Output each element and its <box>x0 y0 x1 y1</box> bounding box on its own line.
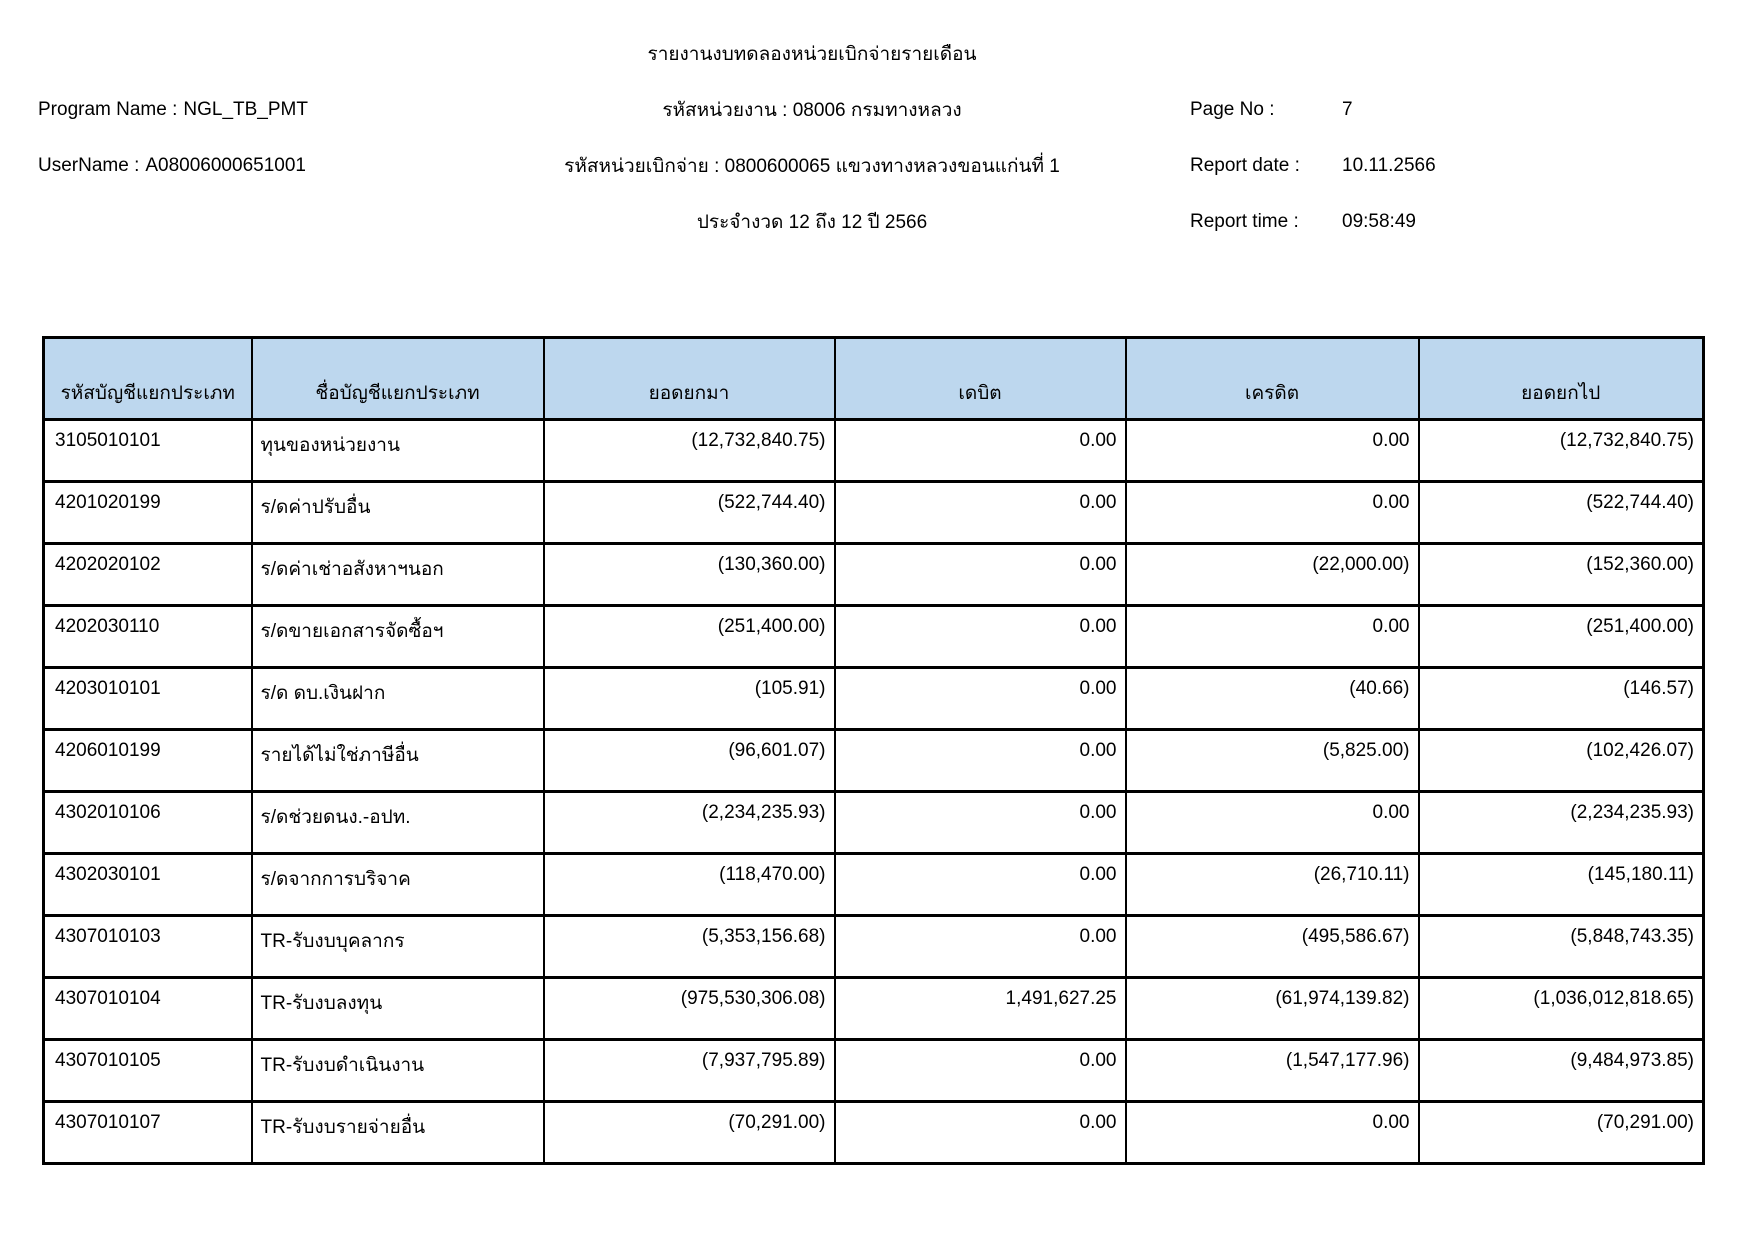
debit-cell: 0.00 <box>835 1040 1126 1102</box>
program-name-label: Program Name : <box>38 99 178 120</box>
account-code-cell: 4201020199 <box>44 482 252 544</box>
balance-forward-cell: (251,400.00) <box>544 606 835 668</box>
balance-forward-cell: (975,530,306.08) <box>544 978 835 1040</box>
report-time-field <box>1154 211 1754 233</box>
balance-carry-cell: (2,234,235.93) <box>1419 792 1704 854</box>
balance-forward-cell: (2,234,235.93) <box>544 792 835 854</box>
column-header-0: รหัสบัญชีแยกประเภท <box>44 338 252 420</box>
account-name-cell: ทุนของหน่วยงาน <box>252 420 544 482</box>
table-row <box>44 606 1704 668</box>
report-date-field <box>1154 155 1754 177</box>
account-code-cell: 4203010101 <box>44 668 252 730</box>
table-row <box>44 792 1704 854</box>
balance-carry-cell: (12,732,840.75) <box>1419 420 1704 482</box>
report-header <box>0 0 1754 250</box>
debit-cell: 0.00 <box>835 916 1126 978</box>
credit-cell: (1,547,177.96) <box>1126 1040 1419 1102</box>
report-title: รายงานงบทดลองหน่วยเบิกจ่ายรายเดือน <box>647 44 977 65</box>
account-code-cell: 4307010104 <box>44 978 252 1040</box>
debit-cell: 0.00 <box>835 730 1126 792</box>
account-code-cell: 4206010199 <box>44 730 252 792</box>
account-name-cell: ร/ดช่วยดนง.-อปท. <box>252 792 544 854</box>
account-code-cell: 4307010107 <box>44 1102 252 1164</box>
account-name-cell: ร/ดค่าเช่าอสังหาฯนอก <box>252 544 544 606</box>
period-line: ประจำงวด 12 ถึง 12 ปี 2566 <box>696 212 928 233</box>
account-name-cell: TR-รับงบบุคลากร <box>252 916 544 978</box>
report-time-value: 09:58:49 <box>1342 211 1416 232</box>
account-name-cell: TR-รับงบลงทุน <box>252 978 544 1040</box>
credit-cell: (5,825.00) <box>1126 730 1419 792</box>
balance-carry-cell: (102,426.07) <box>1419 730 1704 792</box>
balance-carry-cell: (522,744.40) <box>1419 482 1704 544</box>
balance-forward-cell: (7,937,795.89) <box>544 1040 835 1102</box>
balance-carry-cell: (152,360.00) <box>1419 544 1704 606</box>
debit-cell: 1,491,627.25 <box>835 978 1126 1040</box>
table-row <box>44 544 1704 606</box>
table-row <box>44 978 1704 1040</box>
table-row <box>44 482 1704 544</box>
table-row <box>44 854 1704 916</box>
table-header-row <box>44 338 1704 420</box>
balance-forward-cell: (70,291.00) <box>544 1102 835 1164</box>
trial-balance-table <box>42 336 1705 1165</box>
column-header-1: ชื่อบัญชีแยกประเภท <box>252 338 544 420</box>
credit-cell: (26,710.11) <box>1126 854 1419 916</box>
debit-cell: 0.00 <box>835 668 1126 730</box>
account-name-cell: ร/ดจากการบริจาค <box>252 854 544 916</box>
header-row-title <box>0 26 1754 82</box>
account-code-cell: 4302030101 <box>44 854 252 916</box>
account-code-cell: 4302010106 <box>44 792 252 854</box>
balance-carry-cell: (70,291.00) <box>1419 1102 1704 1164</box>
program-name-value: NGL_TB_PMT <box>183 99 308 120</box>
table-row <box>44 420 1704 482</box>
balance-forward-cell: (96,601.07) <box>544 730 835 792</box>
balance-carry-cell: (251,400.00) <box>1419 606 1704 668</box>
credit-cell: (495,586.67) <box>1126 916 1419 978</box>
username-label: UserName : <box>38 155 140 176</box>
credit-cell: (40.66) <box>1126 668 1419 730</box>
report-date-value: 10.11.2566 <box>1342 155 1436 176</box>
balance-forward-cell: (105.91) <box>544 668 835 730</box>
account-name-cell: ร/ด ดบ.เงินฝาก <box>252 668 544 730</box>
account-code-cell: 4307010105 <box>44 1040 252 1102</box>
account-name-cell: ร/ดค่าปรับอื่น <box>252 482 544 544</box>
credit-cell: (22,000.00) <box>1126 544 1419 606</box>
column-header-5: ยอดยกไป <box>1419 338 1704 420</box>
page-no-field <box>1154 99 1754 121</box>
table-row <box>44 1102 1704 1164</box>
agency-code-line: รหัสหน่วยงาน : 08006 กรมทางหลวง <box>662 100 962 121</box>
column-header-4: เครดิต <box>1126 338 1419 420</box>
debit-cell: 0.00 <box>835 420 1126 482</box>
account-code-cell: 3105010101 <box>44 420 252 482</box>
credit-cell: 0.00 <box>1126 1102 1419 1164</box>
table-row <box>44 916 1704 978</box>
program-name-field <box>0 99 470 121</box>
debit-cell: 0.00 <box>835 854 1126 916</box>
balance-forward-cell: (522,744.40) <box>544 482 835 544</box>
account-code-cell: 4202030110 <box>44 606 252 668</box>
table-row <box>44 1040 1704 1102</box>
balance-carry-cell: (9,484,973.85) <box>1419 1040 1704 1102</box>
report-date-label: Report date : <box>1190 155 1300 176</box>
balance-carry-cell: (1,036,012,818.65) <box>1419 978 1704 1040</box>
balance-forward-cell: (12,732,840.75) <box>544 420 835 482</box>
balance-carry-cell: (145,180.11) <box>1419 854 1704 916</box>
disbursement-unit-line: รหัสหน่วยเบิกจ่าย : 0800600065 แขวงทางหลวงขอนแก่นที่ 1 <box>564 156 1060 177</box>
username-field <box>0 155 470 177</box>
debit-cell: 0.00 <box>835 792 1126 854</box>
balance-forward-cell: (5,353,156.68) <box>544 916 835 978</box>
balance-forward-cell: (118,470.00) <box>544 854 835 916</box>
column-header-2: ยอดยกมา <box>544 338 835 420</box>
account-code-cell: 4307010103 <box>44 916 252 978</box>
account-code-cell: 4202020102 <box>44 544 252 606</box>
table-row <box>44 730 1704 792</box>
balance-carry-cell: (5,848,743.35) <box>1419 916 1704 978</box>
header-row-3 <box>0 194 1754 250</box>
header-row-1 <box>0 82 1754 138</box>
credit-cell: (61,974,139.82) <box>1126 978 1419 1040</box>
balance-carry-cell: (146.57) <box>1419 668 1704 730</box>
debit-cell: 0.00 <box>835 1102 1126 1164</box>
debit-cell: 0.00 <box>835 544 1126 606</box>
table-header <box>44 338 1704 420</box>
credit-cell: 0.00 <box>1126 482 1419 544</box>
debit-cell: 0.00 <box>835 606 1126 668</box>
balance-forward-cell: (130,360.00) <box>544 544 835 606</box>
credit-cell: 0.00 <box>1126 606 1419 668</box>
table-row <box>44 668 1704 730</box>
username-value: A08006000651001 <box>145 155 306 176</box>
page-no-value: 7 <box>1342 99 1353 120</box>
table-body <box>44 420 1704 1164</box>
debit-cell: 0.00 <box>835 482 1126 544</box>
account-name-cell: ร/ดขายเอกสารจัดซื้อฯ <box>252 606 544 668</box>
account-name-cell: รายได้ไม่ใช่ภาษีอื่น <box>252 730 544 792</box>
account-name-cell: TR-รับงบดำเนินงาน <box>252 1040 544 1102</box>
page-no-label: Page No : <box>1190 99 1275 120</box>
account-name-cell: TR-รับงบรายจ่ายอื่น <box>252 1102 544 1164</box>
report-time-label: Report time : <box>1190 211 1299 232</box>
header-row-2 <box>0 138 1754 194</box>
credit-cell: 0.00 <box>1126 792 1419 854</box>
column-header-3: เดบิต <box>835 338 1126 420</box>
credit-cell: 0.00 <box>1126 420 1419 482</box>
